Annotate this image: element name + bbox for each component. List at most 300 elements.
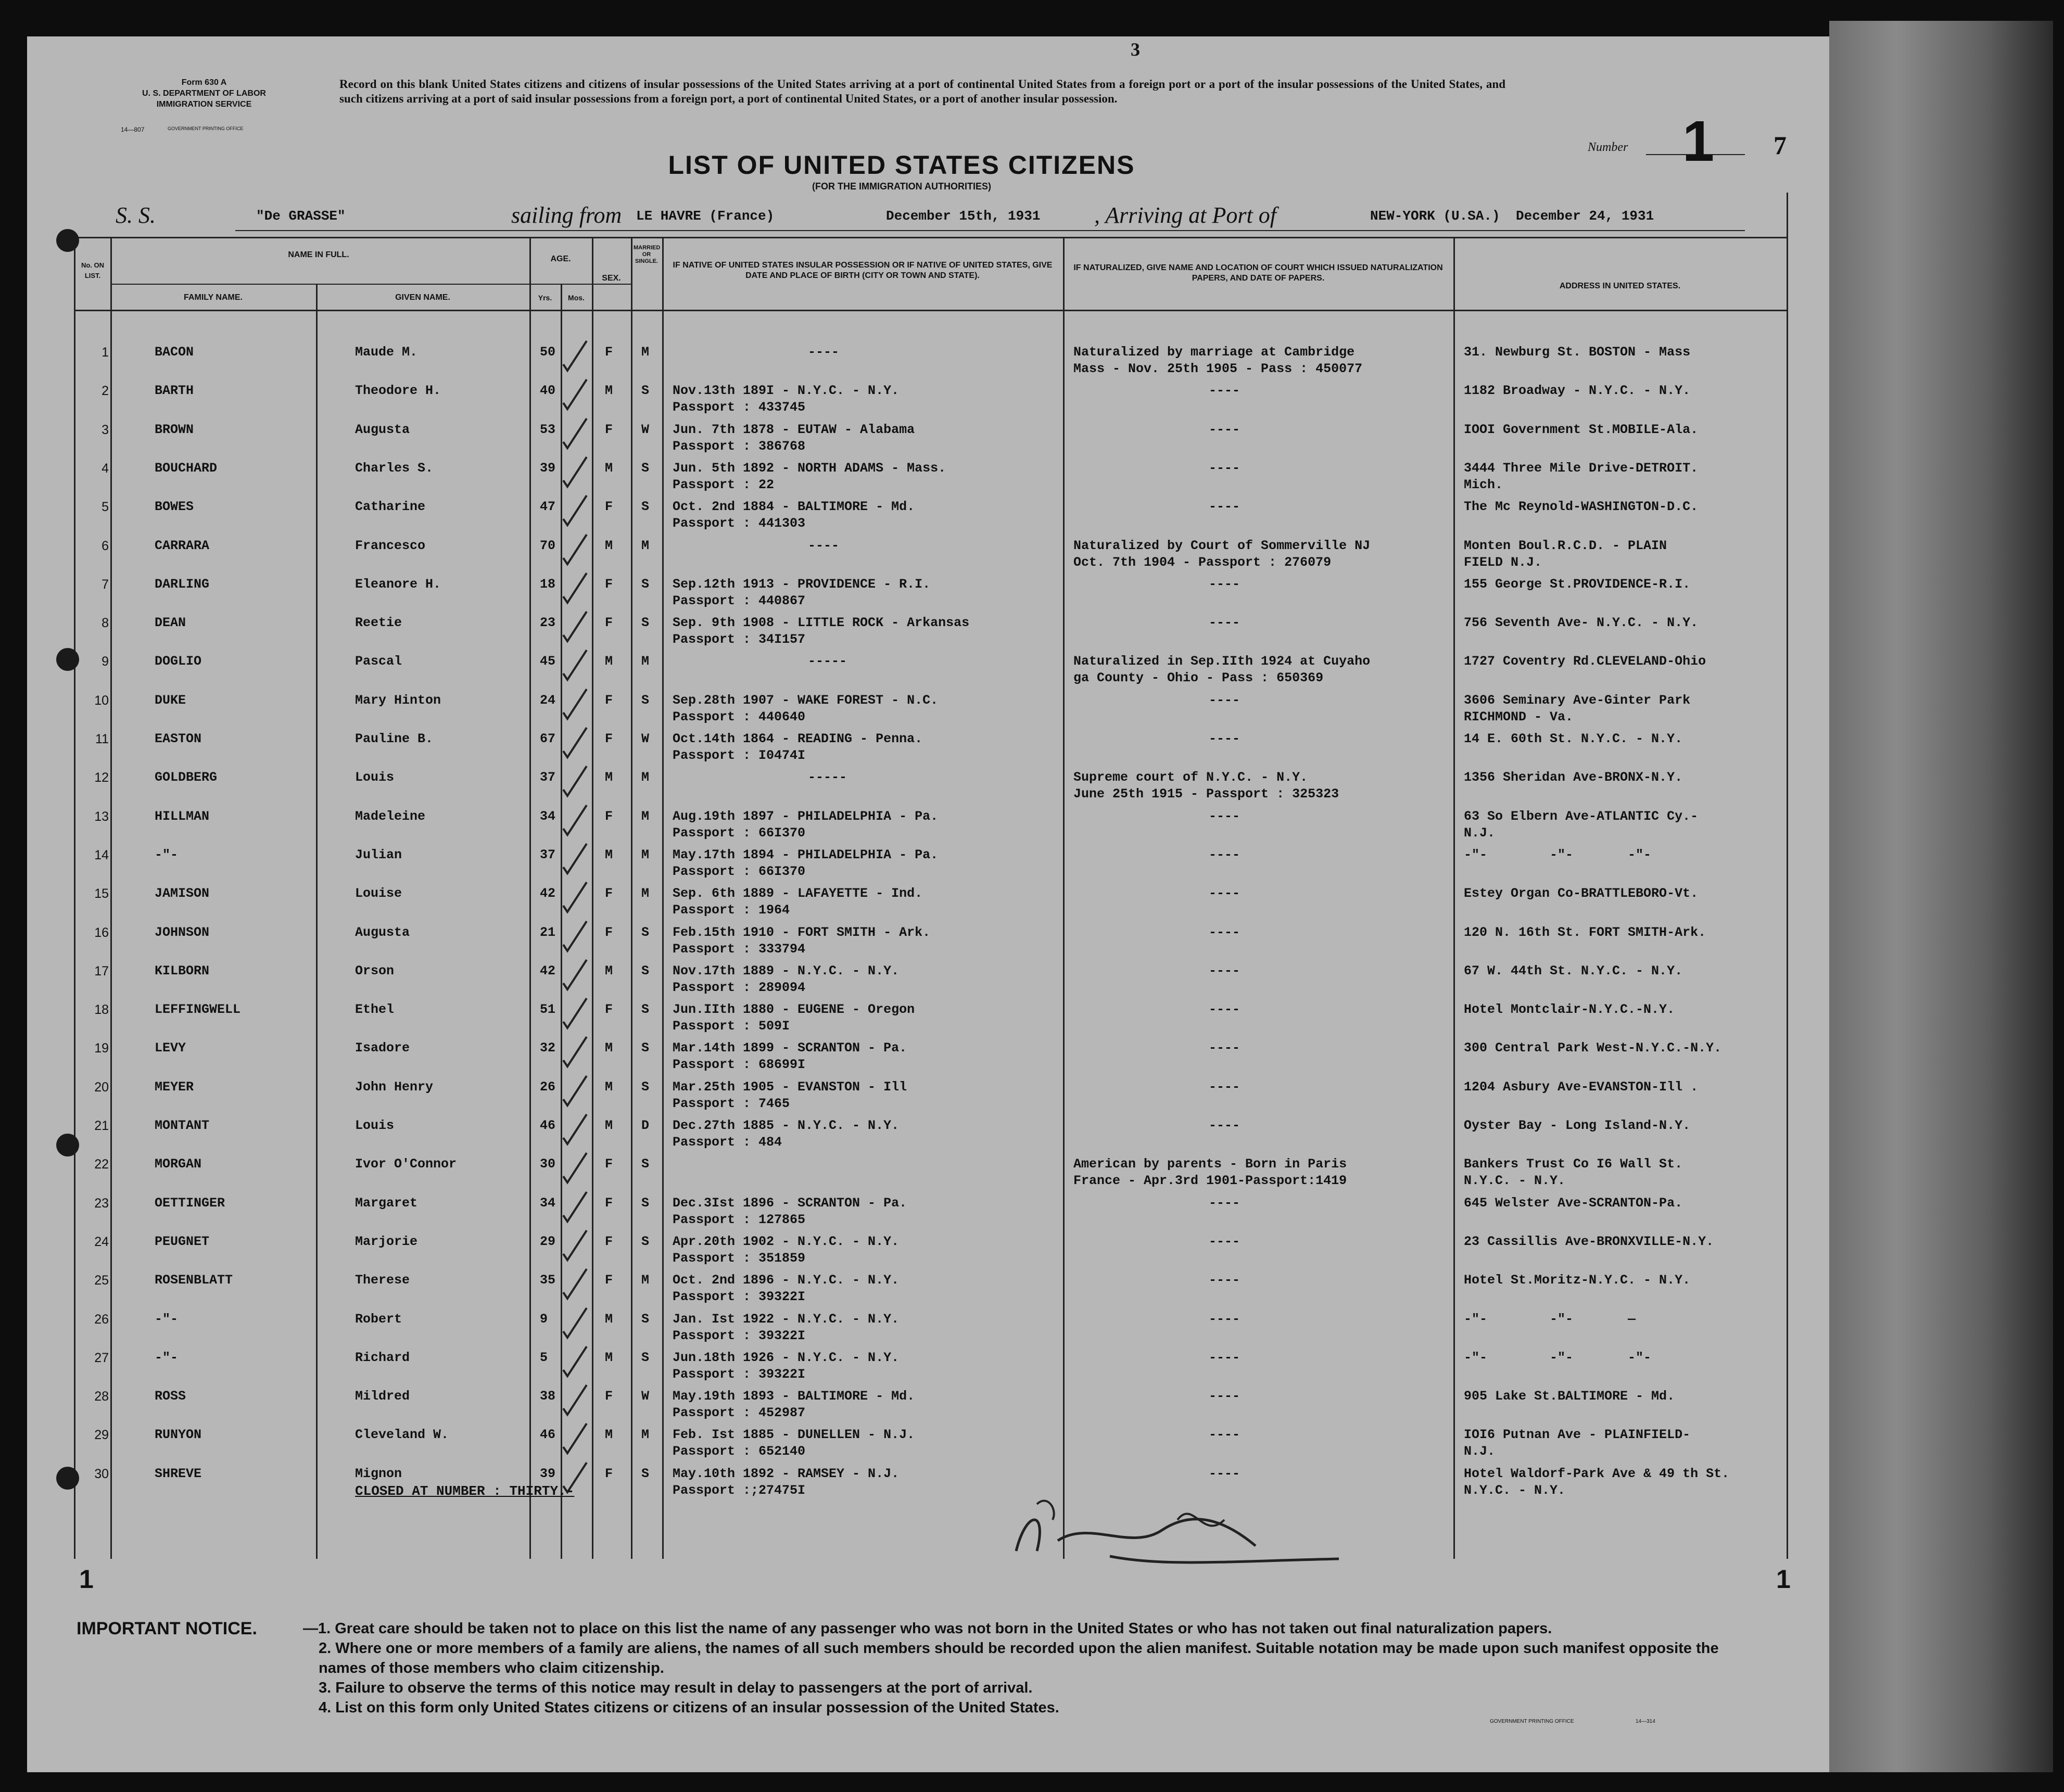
passenger-row [27,1388,1787,1423]
cell-addr-line1: 905 Lake St.BALTIMORE - Md. [1464,1389,1675,1404]
cell-given: Ethel [355,1002,395,1017]
cell-given: Robert [355,1312,402,1327]
cell-no: 23 [94,1196,109,1211]
cell-addr-line1: 31. Newburg St. BOSTON - Mass [1464,345,1691,360]
corner-number-right: 1 [1776,1565,1791,1594]
passenger-row [27,1078,1787,1114]
cell-ms: S [641,1350,650,1365]
passenger-row [27,421,1787,456]
cell-no: 9 [102,654,109,669]
cell-family: CARRARA [155,538,210,553]
cell-no: 6 [102,539,109,553]
cell-family: RUNYON [155,1427,202,1442]
cell-birth-line2: Passport : 39322I [673,1367,806,1382]
cell-sex: F [605,577,613,592]
cell-addr-line1: 1204 Asbury Ave-EVANSTON-Ill . [1464,1079,1699,1095]
cell-birth-line2: Passport : 39322I [673,1289,806,1304]
cell-no: 10 [94,693,109,708]
cell-nat-line1: ---- [1209,499,1240,514]
cell-birth-line1: Jan. Ist 1922 - N.Y.C. - N.Y. [673,1312,900,1327]
check-mark-icon [558,725,594,761]
cell-family: EASTON [155,731,202,746]
cell-given: Theodore H. [355,383,441,398]
check-mark-icon [558,1382,594,1419]
check-mark-icon [558,1266,594,1303]
closing-line: CLOSED AT NUMBER : THIRTY.- [355,1483,575,1499]
voyage-underline [235,230,1745,231]
cell-age: 23 [540,615,556,630]
notice-item-3: 3. Failure to observe the terms of this notice may result in delay to passengers at the port of arrival. [319,1680,1033,1696]
list-number-value: 1 [1682,109,1715,173]
cell-age: 51 [540,1002,556,1017]
cell-sex: F [605,615,613,630]
cell-sex: M [605,963,613,978]
cell-birth-line1: Sep.12th 1913 - PROVIDENCE - R.I. [673,577,931,592]
cell-sex: M [605,461,613,476]
cell-addr-line1: Hotel St.Moritz-N.Y.C. - N.Y. [1464,1273,1691,1288]
passenger-row [27,1349,1787,1384]
cell-no: 12 [94,770,109,785]
cell-addr-line1: 3606 Seminary Ave-Ginter Park [1464,693,1691,708]
cell-addr-line1: Monten Boul.R.C.D. - PLAIN [1464,538,1667,553]
cell-family: BACON [155,345,194,360]
cell-nat-line1: ---- [1209,383,1240,398]
check-mark-icon [558,570,594,607]
cell-addr-line1: 3444 Three Mile Drive-DETROIT. [1464,461,1699,476]
passenger-row [27,1426,1787,1461]
cell-no: 24 [94,1235,109,1249]
cell-sex: M [605,1350,613,1365]
cell-family: DEAN [155,615,186,630]
cell-birth-line1: Sep. 9th 1908 - LITTLE ROCK - Arkansas [673,615,970,630]
cell-birth-line2: Passport : 440640 [673,709,806,725]
printing-office-mark: GOVERNMENT PRINTING OFFICE [168,126,244,131]
cell-nat-line1: Supreme court of N.Y.C. - N.Y. [1073,770,1308,785]
cell-birth-line2: Passport : 289094 [673,980,806,995]
cell-addr-line1: Hotel Waldorf-Park Ave & 49 th St. [1464,1466,1730,1481]
cell-age: 35 [540,1273,556,1288]
cell-family: DOGLIO [155,654,202,669]
cell-age: 67 [540,731,556,746]
cell-family: BARTH [155,383,194,398]
cell-birth-line1: Jun. 7th 1878 - EUTAW - Alabama [673,422,915,437]
cell-ms: W [641,1389,650,1404]
cell-birth-line2: Passport : 34I157 [673,632,806,647]
cell-age: 46 [540,1427,556,1442]
cell-birth-line1: Aug.19th 1897 - PHILADELPHIA - Pa. [673,809,939,824]
cell-ms: M [641,1273,650,1288]
cell-addr-line2: Mich. [1464,477,1503,492]
cell-birth-line2: Passport : 386768 [673,439,806,454]
cell-no: 29 [94,1428,109,1442]
cell-age: 50 [540,345,556,360]
cell-birth-line1: Sep.28th 1907 - WAKE FOREST - N.C. [673,693,939,708]
cell-age: 39 [540,1466,556,1481]
check-mark-icon [558,803,594,839]
cell-birth-line2: Passport : 7465 [673,1096,790,1111]
passenger-row [27,769,1787,804]
cell-no: 13 [94,809,109,824]
cell-given: Mildred [355,1389,410,1404]
cell-no: 27 [94,1351,109,1365]
cell-birth-line1: Sep. 6th 1889 - LAFAYETTE - Ind. [673,886,923,901]
signature-scrawl [1006,1489,1370,1572]
cell-nat-line1: ---- [1209,731,1240,746]
cell-given: Margaret [355,1196,418,1211]
cell-age: 34 [540,1196,556,1211]
cell-ms: W [641,422,650,437]
passenger-row [27,614,1787,650]
check-mark-icon [558,880,594,916]
form-number: Form 630 A [181,78,227,87]
check-mark-icon [558,1305,594,1342]
check-mark-icon [558,609,594,645]
cell-ms: M [641,809,650,824]
cell-family: BOUCHARD [155,461,218,476]
cell-birth-line1: Mar.14th 1899 - SCRANTON - Pa. [673,1040,907,1056]
cell-age: 32 [540,1040,556,1056]
cell-given: Julian [355,847,402,862]
cell-ms: S [641,1002,650,1017]
cell-family: LEVY [155,1040,186,1056]
cell-age: 70 [540,538,556,553]
cell-given: Isadore [355,1040,410,1056]
check-mark-icon [558,1112,594,1148]
cell-sex: F [605,499,613,514]
cell-nat-line2: France - Apr.3rd 1901-Passport:1419 [1073,1173,1347,1188]
notice-heading: IMPORTANT NOTICE. [77,1619,257,1638]
col-sex: SEX. [602,274,621,283]
cell-addr-line1: 155 George St.PROVIDENCE-R.I. [1464,577,1691,592]
cell-birth-line1: Apr.20th 1902 - N.Y.C. - N.Y. [673,1234,900,1249]
col-age: AGE. [550,255,571,263]
cell-birth-line1: ----- [808,654,847,669]
cell-family: BOWES [155,499,194,514]
cell-nat-line1: ---- [1209,809,1240,824]
passenger-row [27,808,1787,843]
cell-addr-line1: The Mc Reynold-WASHINGTON-D.C. [1464,499,1699,514]
check-mark-icon [558,996,594,1032]
cell-no: 17 [94,964,109,978]
cell-ms: M [641,654,650,669]
cell-no: 25 [94,1273,109,1288]
cell-family: -"- [155,1312,179,1327]
table-head-rule [74,310,1787,311]
cell-given: Cleveland W. [355,1427,449,1442]
cell-nat-line1: ---- [1209,422,1240,437]
cell-no: 14 [94,848,109,862]
cell-no: 1 [102,345,109,360]
cell-sex: M [605,383,613,398]
passenger-row [27,1194,1787,1230]
cell-ms: M [641,847,650,862]
cell-given: Catharine [355,499,426,514]
cell-family: HILLMAN [155,809,210,824]
cell-nat-line1: Naturalized by Court of Sommerville NJ [1073,538,1371,553]
cell-addr-line1: Hotel Montclair-N.Y.C.-N.Y. [1464,1002,1675,1017]
cell-birth-line2: Passport : 433745 [673,400,806,415]
record-instructions: Record on this blank United States citizens and citizens of insular possessions of the United States arriving at a port of continental United States from a foreign port or a port of the insular possessions of the United States, and such citizens arriving at a port of said insular possessions from a foreign port, a port of continental United States, or a port of another insular possession. [339,78,1505,105]
passenger-row [27,1272,1787,1307]
cell-addr-line2: RICHMOND - Va. [1464,709,1574,725]
cell-sex: F [605,1196,613,1211]
cell-addr-line1: 14 E. 60th St. N.Y.C. - N.Y. [1464,731,1683,746]
cell-addr-line1: 63 So Elbern Ave-ATLANTIC Cy.- [1464,809,1699,824]
cell-ms: S [641,963,650,978]
cell-addr-line1: Oyster Bay - Long Island-N.Y. [1464,1118,1691,1133]
col-given: GIVEN NAME. [395,293,450,302]
cell-birth-line1: Nov.17th 1889 - N.Y.C. - N.Y. [673,963,900,978]
cell-family: OETTINGER [155,1196,225,1211]
col-naturalized: IF NATURALIZED, GIVE NAME AND LOCATION OF COURT WHICH ISSUED NATURALIZATION PAPERS, AND DATE OF PAPERS. [1073,263,1443,283]
check-mark-icon [558,1150,594,1187]
ship-name: "De GRASSE" [256,208,346,224]
cell-birth-line1: Nov.13th 189I - N.Y.C. - N.Y. [673,383,900,398]
cell-addr-line1: 300 Central Park West-N.Y.C.-N.Y. [1464,1040,1722,1056]
col-birth: IF NATIVE OF UNITED STATES INSULAR POSSESSION OR IF NATIVE OF UNITED STATES, GIVE DATE AND PLACE OF BIRTH (CITY OR TOWN AND STATE). [673,261,1053,280]
cell-sex: F [605,1466,613,1481]
cell-sex: M [605,538,613,553]
cell-family: GOLDBERG [155,770,218,785]
departure-port: LE HAVRE (France) [636,208,775,224]
col-family: FAMILY NAME. [184,293,243,302]
cell-no: 28 [94,1389,109,1404]
cell-nat-line1: ---- [1209,577,1240,592]
passenger-row [27,730,1787,766]
cell-birth-line2: Passport : 484 [673,1135,782,1150]
cell-nat-line1: ---- [1209,1312,1240,1327]
check-mark-icon [558,1228,594,1264]
cell-addr-line1: Bankers Trust Co I6 Wall St. [1464,1156,1683,1172]
cell-sex: F [605,1273,613,1288]
cell-birth-line2: Passport : 68699I [673,1057,806,1072]
cell-family: LEFFINGWELL [155,1002,241,1017]
cell-sex: F [605,1389,613,1404]
cell-nat-line1: ---- [1209,925,1240,940]
cell-family: ROSENBLATT [155,1273,233,1288]
cell-age: 30 [540,1156,556,1172]
cell-sex: F [605,925,613,940]
cell-birth-line1: ----- [808,770,847,785]
passenger-row [27,1233,1787,1268]
cell-birth-line2: Passport : 652140 [673,1444,806,1459]
cell-birth-line1: Feb. Ist 1885 - DUNELLEN - N.J. [673,1427,915,1442]
passenger-row [27,1465,1787,1501]
cell-ms: S [641,1040,650,1056]
cell-age: 46 [540,1118,556,1133]
cell-addr-line1: IOOI Government St.MOBILE-Ala. [1464,422,1699,437]
cell-addr-line1: Estey Organ Co-BRATTLEBORO-Vt. [1464,886,1699,901]
cell-birth-line1: Oct. 2nd 1896 - N.Y.C. - N.Y. [673,1273,900,1288]
cell-birth-line2: Passport : 1964 [673,903,790,918]
cell-age: 24 [540,693,556,708]
page-mark: 7 [1774,131,1787,160]
cell-addr-line1: 756 Seventh Ave- N.Y.C. - N.Y. [1464,615,1699,630]
passenger-row [27,460,1787,495]
cell-ms: S [641,1312,650,1327]
col-married: MARRIED OR SINGLE. [634,245,661,264]
cell-given: Maude M. [355,345,418,360]
cell-addr-line1: -"- -"- -"- [1464,847,1652,862]
cell-birth-line2: Passport :;27475I [673,1483,806,1498]
cell-ms: M [641,886,650,901]
cell-no: 8 [102,616,109,630]
departure-date: December 15th, 1931 [886,208,1041,224]
cell-nat-line1: Naturalized by marriage at Cambridge [1073,345,1355,360]
check-mark-icon [558,454,594,491]
cell-sex: M [605,1312,613,1327]
passenger-row [27,537,1787,573]
cell-given: Madeleine [355,809,426,824]
cell-birth-line1: ---- [808,538,840,553]
cell-nat-line1: ---- [1209,1389,1240,1404]
cell-birth-line1: ---- [808,345,840,360]
cell-given: Louise [355,886,402,901]
notice-item-4: 4. List on this form only United States citizens or citizens of an insular possession of the United States. [319,1699,1059,1716]
cell-given: Louis [355,1118,395,1133]
cell-given: Mignon [355,1466,402,1481]
arriving-label: , Arriving at Port of [1094,202,1276,228]
cell-age: 37 [540,847,556,862]
cell-age: 18 [540,577,556,592]
cell-sex: M [605,847,613,862]
cell-given: Augusta [355,925,410,940]
list-number-label: Number [1588,141,1628,154]
punch-hole [56,1467,79,1490]
cell-birth-line2: Passport : 22 [673,477,775,492]
page-edge-shadow [1829,21,2053,1772]
cell-ms: S [641,1196,650,1211]
cell-addr-line2: N.J. [1464,825,1496,841]
cell-no: 11 [95,732,109,746]
cell-no: 19 [94,1041,109,1056]
cell-no: 2 [102,384,109,398]
cell-birth-line2: Passport : 351859 [673,1251,806,1266]
cell-sex: F [605,1002,613,1017]
cell-family: MONTANT [155,1118,210,1133]
service-name: IMMIGRATION SERVICE [156,100,252,109]
cell-family: MORGAN [155,1156,202,1172]
cell-age: 39 [540,461,556,476]
cell-ms: S [641,615,650,630]
cell-birth-line1: Dec.27th 1885 - N.Y.C. - N.Y. [673,1118,900,1133]
cell-ms: S [641,925,650,940]
cell-sex: F [605,809,613,824]
cell-sex: F [605,886,613,901]
passenger-row [27,576,1787,611]
cell-given: Orson [355,963,395,978]
cell-given: Francesco [355,538,426,553]
cell-age: 53 [540,422,556,437]
punch-hole [56,1134,79,1156]
cell-nat-line1: ---- [1209,1273,1240,1288]
passenger-row [27,846,1787,882]
cell-nat-line1: Naturalized in Sep.IIth 1924 at Cuyaho [1073,654,1371,669]
cell-addr-line1: 67 W. 44th St. N.Y.C. - N.Y. [1464,963,1683,978]
cell-no: 7 [102,577,109,592]
cell-birth-line2: Passport : 66I370 [673,864,806,879]
cell-given: Pauline B. [355,731,434,746]
cell-birth-line1: May.19th 1893 - BALTIMORE - Md. [673,1389,915,1404]
print-code: 14—807 [121,126,145,133]
check-mark-icon [558,957,594,994]
cell-ms: S [641,499,650,514]
arrival-date: December 24, 1931 [1516,208,1654,224]
check-mark-icon [558,377,594,413]
cell-family: JAMISON [155,886,210,901]
cell-age: 38 [540,1389,556,1404]
cell-nat-line1: ---- [1209,1196,1240,1211]
cell-family: -"- [155,1350,179,1365]
cell-family: JOHNSON [155,925,210,940]
cell-nat-line1: ---- [1209,1079,1240,1095]
check-mark-icon [558,416,594,452]
cell-nat-line1: ---- [1209,1427,1240,1442]
cell-sex: M [605,1040,613,1056]
cell-addr-line1: 120 N. 16th St. FORT SMITH-Ark. [1464,925,1706,940]
passenger-row [27,344,1787,379]
cell-ms: S [641,1466,650,1481]
cell-family: DUKE [155,693,186,708]
cell-age: 5 [540,1350,548,1365]
cell-ms: S [641,383,650,398]
cell-birth-line2: Passport : 66I370 [673,825,806,841]
col-yrs: Yrs. [538,294,552,302]
check-mark-icon [558,764,594,800]
check-mark-icon [558,493,594,529]
col-rule [1787,193,1788,1559]
cell-ms: S [641,1234,650,1249]
cell-family: ROSS [155,1389,186,1404]
cell-ms: S [641,1079,650,1095]
top-mark: 3 [1131,39,1140,60]
cell-ms: D [641,1118,650,1133]
department-name: U. S. DEPARTMENT OF LABOR [142,89,266,98]
cell-sex: M [605,1427,613,1442]
cell-no: 16 [94,925,109,940]
check-mark-icon [558,1421,594,1457]
cell-birth-line2: Passport : 440867 [673,593,806,608]
cell-age: 26 [540,1079,556,1095]
cell-birth-line1: May.17th 1894 - PHILADELPHIA - Pa. [673,847,939,862]
cell-sex: M [605,1118,613,1133]
cell-nat-line1: ---- [1209,693,1240,708]
cell-age: 37 [540,770,556,785]
cell-birth-line2: Passport : 127865 [673,1212,806,1227]
cell-no: 20 [94,1080,109,1095]
passenger-row [27,692,1787,727]
cell-family: -"- [155,847,179,862]
cell-ms: M [641,538,650,553]
cell-ms: M [641,345,650,360]
cell-no: 15 [94,886,109,901]
cell-no: 3 [102,423,109,437]
cell-addr-line2: N.Y.C. - N.Y. [1464,1483,1566,1498]
cell-nat-line2: ga County - Ohio - Pass : 650369 [1073,670,1324,685]
check-mark-icon [558,841,594,878]
check-mark-icon [558,687,594,723]
cell-no: 4 [102,461,109,476]
cell-given: Ivor O'Connor [355,1156,457,1172]
cell-no: 30 [94,1467,109,1481]
cell-nat-line1: ---- [1209,1002,1240,1017]
cell-nat-line1: ---- [1209,886,1240,901]
cell-family: MEYER [155,1079,194,1095]
cell-nat-line1: ---- [1209,1234,1240,1249]
passenger-row [27,382,1787,417]
cell-birth-line2: Passport : 509I [673,1019,790,1034]
cell-birth-line1: Jun.18th 1926 - N.Y.C. - N.Y. [673,1350,900,1365]
